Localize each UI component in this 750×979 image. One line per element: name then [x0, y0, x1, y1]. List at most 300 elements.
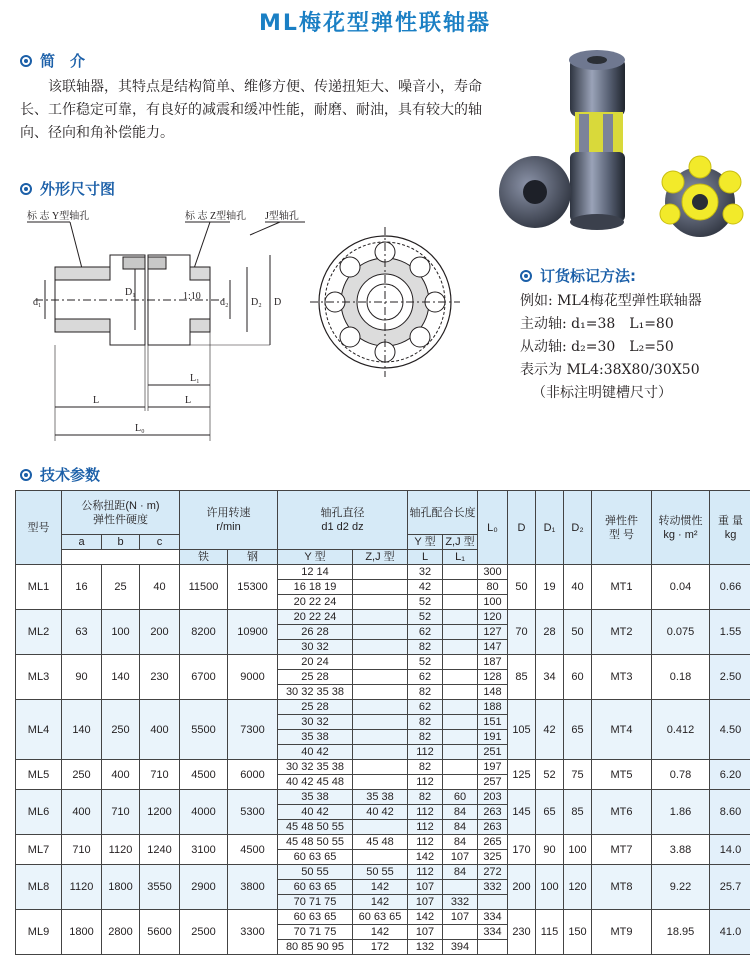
cell-L0: 148	[478, 685, 508, 700]
cell-torque-a: 710	[62, 835, 102, 865]
header-L0: L₀	[478, 491, 508, 565]
cell-inertia: 0.78	[652, 760, 710, 790]
cell-length-L: 112	[408, 865, 443, 880]
cell-length-L: 82	[408, 685, 443, 700]
cell-weight: 14.0	[710, 835, 750, 865]
cell-torque-c: 230	[140, 655, 180, 700]
header-L: L	[408, 550, 443, 565]
cell-bore-y: 70 71 75	[278, 895, 353, 910]
cell-torque-b: 400	[102, 760, 140, 790]
cell-model: ML7	[16, 835, 62, 865]
cell-bore-zj	[353, 595, 408, 610]
table-row	[16, 610, 750, 625]
cell-L0: 300	[478, 565, 508, 580]
cell-torque-a: 63	[62, 610, 102, 655]
page-title: ML梅花型弹性联轴器	[259, 11, 491, 36]
header-elastic-label2: 型 号	[608, 528, 635, 541]
table-row	[16, 565, 750, 580]
cell-model: ML9	[16, 910, 62, 955]
cell-bore-y: 30 32	[278, 715, 353, 730]
cell-length-L: 52	[408, 610, 443, 625]
header-bore-label: 轴孔直径	[320, 507, 365, 519]
cell-bore-y: 26 28	[278, 625, 353, 640]
cell-D: 105	[508, 700, 536, 760]
cell-weight: 0.66	[710, 565, 750, 610]
header-bore-sub: d1 d2 dz	[321, 521, 364, 533]
cell-speed-steel: 3800	[228, 865, 278, 910]
header-ly: Y 型	[408, 535, 443, 550]
dimension-drawing	[15, 205, 510, 455]
cell-elastic: MT8	[592, 865, 652, 910]
cell-L0: 151	[478, 715, 508, 730]
cell-length-L1	[443, 685, 478, 700]
cell-length-L1	[443, 760, 478, 775]
cell-length-L1	[443, 670, 478, 685]
header-elastic	[592, 491, 652, 565]
cell-weight: 4.50	[710, 700, 750, 760]
cell-bore-y: 35 38	[278, 790, 353, 805]
cell-weight: 2.50	[710, 655, 750, 700]
cell-D1: 90	[536, 835, 564, 865]
cell-length-L: 52	[408, 595, 443, 610]
table-row	[16, 865, 750, 880]
order-heading-label: 订货标记方法:	[540, 267, 636, 285]
header-D: D	[508, 491, 536, 565]
cell-speed-iron: 2500	[180, 910, 228, 955]
cell-length-L: 62	[408, 700, 443, 715]
cell-bore-y: 40 42	[278, 745, 353, 760]
cell-L0: 100	[478, 595, 508, 610]
label-D1: D₁	[125, 287, 136, 298]
cell-bore-y: 70 71 75	[278, 925, 353, 940]
cell-length-L1	[443, 565, 478, 580]
cell-weight: 6.20	[710, 760, 750, 790]
cell-D: 230	[508, 910, 536, 955]
cell-length-L1: 84	[443, 835, 478, 850]
cell-speed-iron: 3100	[180, 835, 228, 865]
order-line: 例如: ML4梅花型弹性联轴器	[520, 293, 702, 309]
cell-length-L1	[443, 925, 478, 940]
cell-length-L: 82	[408, 790, 443, 805]
cell-bore-y: 20 22 24	[278, 610, 353, 625]
cell-elastic: MT2	[592, 610, 652, 655]
cell-bore-y: 35 38	[278, 730, 353, 745]
cell-torque-b: 100	[102, 610, 140, 655]
cell-L0: 263	[478, 820, 508, 835]
cell-bore-y: 60 63 65	[278, 850, 353, 865]
cell-weight: 25.7	[710, 865, 750, 910]
cell-bore-y: 12 14	[278, 565, 353, 580]
header-speed-label: 许用转速	[206, 507, 251, 519]
header-inertia	[652, 491, 710, 565]
cell-elastic: MT7	[592, 835, 652, 865]
cell-bore-zj	[353, 775, 408, 790]
cell-weight: 41.0	[710, 910, 750, 955]
cell-inertia: 0.04	[652, 565, 710, 610]
cell-length-L: 42	[408, 580, 443, 595]
cell-torque-a: 140	[62, 700, 102, 760]
order-line: （非标注明键槽尺寸）	[532, 385, 672, 401]
cell-length-L: 62	[408, 625, 443, 640]
header-speed-unit: r/min	[216, 521, 241, 533]
cell-speed-iron: 8200	[180, 610, 228, 655]
cell-speed-steel: 6000	[228, 760, 278, 790]
cell-D1: 34	[536, 655, 564, 700]
cell-D: 85	[508, 655, 536, 700]
order-heading	[520, 265, 636, 286]
cell-speed-iron: 4500	[180, 760, 228, 790]
intro-heading-label: 简 介	[40, 52, 86, 70]
cell-bore-zj	[353, 745, 408, 760]
product-photo	[495, 42, 745, 247]
cell-bore-zj: 142	[353, 895, 408, 910]
cell-bore-zj	[353, 730, 408, 745]
cell-elastic: MT1	[592, 565, 652, 610]
table-row	[16, 910, 750, 925]
header-c: c	[140, 535, 180, 550]
order-line: 表示为 ML4:38X80/30X50	[520, 362, 700, 378]
cell-L0: 263	[478, 805, 508, 820]
cell-D1: 19	[536, 565, 564, 610]
cell-speed-steel: 15300	[228, 565, 278, 610]
label-z-hole: 标 志 Z型轴孔	[185, 211, 247, 222]
drawing-heading-label: 外形尺寸图	[40, 180, 116, 198]
cell-bore-zj: 60 63 65	[353, 910, 408, 925]
cell-elastic: MT6	[592, 790, 652, 835]
cell-torque-a: 16	[62, 565, 102, 610]
cell-D: 145	[508, 790, 536, 835]
cell-torque-c: 200	[140, 610, 180, 655]
cell-weight: 1.55	[710, 610, 750, 655]
cell-D2: 50	[564, 610, 592, 655]
header-weight-label: 重 量	[717, 514, 744, 527]
label-j-hole: J型轴孔	[265, 211, 299, 222]
header-length: 轴孔配合长度	[408, 491, 478, 535]
cell-model: ML3	[16, 655, 62, 700]
cell-model: ML6	[16, 790, 62, 835]
cell-elastic: MT4	[592, 700, 652, 760]
cell-length-L1: 84	[443, 820, 478, 835]
cell-bore-zj	[353, 700, 408, 715]
cell-bore-zj	[353, 655, 408, 670]
cell-D: 170	[508, 835, 536, 865]
cell-model: ML8	[16, 865, 62, 910]
cell-speed-steel: 4500	[228, 835, 278, 865]
cell-bore-zj: 35 38	[353, 790, 408, 805]
cell-L0: 332	[478, 880, 508, 895]
cell-length-L: 32	[408, 565, 443, 580]
table-row	[16, 760, 750, 775]
cell-length-L: 82	[408, 730, 443, 745]
cell-torque-c: 1240	[140, 835, 180, 865]
cell-bore-y: 40 42	[278, 805, 353, 820]
cell-length-L: 142	[408, 850, 443, 865]
cell-length-L1	[443, 640, 478, 655]
header-b: b	[102, 535, 140, 550]
cell-torque-b: 710	[102, 790, 140, 835]
cell-torque-b: 2800	[102, 910, 140, 955]
circle-bullet-icon	[520, 270, 532, 282]
header-iron: 铁	[180, 550, 228, 565]
cell-bore-y: 20 24	[278, 655, 353, 670]
cell-length-L1	[443, 595, 478, 610]
cell-length-L1	[443, 715, 478, 730]
header-elastic-label: 弹性件	[605, 514, 638, 527]
cell-length-L1	[443, 730, 478, 745]
header-D1: D₁	[536, 491, 564, 565]
cell-bore-zj	[353, 580, 408, 595]
cell-inertia: 9.22	[652, 865, 710, 910]
cell-length-L: 142	[408, 910, 443, 925]
cell-torque-b: 25	[102, 565, 140, 610]
cell-speed-steel: 5300	[228, 790, 278, 835]
cell-L0: 188	[478, 700, 508, 715]
cell-bore-zj: 142	[353, 880, 408, 895]
cell-length-L1	[443, 610, 478, 625]
cell-bore-zj	[353, 670, 408, 685]
cell-L0: 120	[478, 610, 508, 625]
cell-bore-y: 50 55	[278, 865, 353, 880]
cell-L0: 325	[478, 850, 508, 865]
intro-paragraph: 该联轴器，其特点是结构简单、维修方便、传递扭矩大、噪音小，寿命长、工作稳定可靠，有良好的减震和缓冲性能，耐磨、耐油，具有较大的轴向、径向和角补偿能力。	[20, 79, 482, 141]
cell-length-L1: 60	[443, 790, 478, 805]
cell-length-L: 82	[408, 640, 443, 655]
order-line: 主动轴: d₁=38 L₁=80	[520, 316, 674, 332]
cell-bore-zj	[353, 760, 408, 775]
cell-length-L: 112	[408, 820, 443, 835]
cell-bore-y: 60 63 65	[278, 880, 353, 895]
cell-inertia: 18.95	[652, 910, 710, 955]
cell-inertia: 0.075	[652, 610, 710, 655]
cell-bore-zj	[353, 820, 408, 835]
cell-model: ML4	[16, 700, 62, 760]
cell-length-L: 132	[408, 940, 443, 955]
cell-L0	[478, 940, 508, 955]
cell-torque-b: 1120	[102, 835, 140, 865]
cell-length-L1	[443, 775, 478, 790]
cell-D1: 42	[536, 700, 564, 760]
cell-inertia: 1.86	[652, 790, 710, 835]
cell-D2: 100	[564, 835, 592, 865]
cell-D1: 28	[536, 610, 564, 655]
cell-torque-a: 250	[62, 760, 102, 790]
cell-bore-zj	[353, 685, 408, 700]
cell-speed-iron: 6700	[180, 655, 228, 700]
cell-model: ML1	[16, 565, 62, 610]
intro-text	[20, 76, 490, 145]
cell-D: 200	[508, 865, 536, 910]
cell-length-L1: 107	[443, 850, 478, 865]
label-L1: L₁	[190, 373, 200, 384]
cell-torque-c: 400	[140, 700, 180, 760]
cell-length-L1: 107	[443, 910, 478, 925]
cell-D2: 65	[564, 700, 592, 760]
header-torque-label: 公称扭距(N · m)	[81, 499, 160, 512]
cell-elastic: MT9	[592, 910, 652, 955]
order-line: 从动轴: d₂=30 L₂=50	[520, 339, 674, 355]
cell-bore-zj	[353, 610, 408, 625]
cell-bore-y: 45 48 50 55	[278, 835, 353, 850]
cell-length-L: 107	[408, 895, 443, 910]
label-y-hole: 标 志 Y型轴孔	[27, 211, 90, 222]
table-row	[16, 700, 750, 715]
cell-D2: 75	[564, 760, 592, 790]
cell-torque-a: 90	[62, 655, 102, 700]
header-inertia-unit: kg · m²	[663, 528, 698, 541]
cell-D2: 40	[564, 565, 592, 610]
table-row	[16, 835, 750, 850]
cell-speed-steel: 3300	[228, 910, 278, 955]
label-D2: D₂	[251, 297, 262, 308]
cell-speed-iron: 2900	[180, 865, 228, 910]
cell-torque-b: 1800	[102, 865, 140, 910]
header-bore	[278, 491, 408, 550]
cell-length-L1	[443, 580, 478, 595]
header-steel: 钢	[228, 550, 278, 565]
cell-weight: 8.60	[710, 790, 750, 835]
cell-length-L: 112	[408, 775, 443, 790]
cell-model: ML2	[16, 610, 62, 655]
header-weight-unit: kg	[724, 528, 737, 541]
cell-speed-steel: 7300	[228, 700, 278, 760]
cell-D: 125	[508, 760, 536, 790]
header-torque-sub: 弹性件硬度	[93, 513, 148, 526]
cell-length-L: 112	[408, 745, 443, 760]
cell-bore-y: 60 63 65	[278, 910, 353, 925]
drawing-heading	[20, 178, 115, 199]
spec-table-body	[16, 565, 750, 955]
cell-L0: 203	[478, 790, 508, 805]
cell-bore-zj: 50 55	[353, 865, 408, 880]
header-spacer	[62, 550, 180, 565]
cell-bore-y: 16 18 19	[278, 580, 353, 595]
cell-length-L1: 332	[443, 895, 478, 910]
cell-length-L: 112	[408, 835, 443, 850]
cell-bore-zj	[353, 640, 408, 655]
cell-length-L1: 84	[443, 805, 478, 820]
cell-L0: 128	[478, 670, 508, 685]
cell-L0: 127	[478, 625, 508, 640]
cell-bore-y: 25 28	[278, 670, 353, 685]
cell-bore-y: 40 42 45 48	[278, 775, 353, 790]
cell-inertia: 0.18	[652, 655, 710, 700]
header-D2: D₂	[564, 491, 592, 565]
cell-speed-iron: 4000	[180, 790, 228, 835]
spec-table	[15, 490, 750, 955]
cell-model: ML5	[16, 760, 62, 790]
label-L0: L₀	[135, 423, 145, 434]
cell-length-L: 52	[408, 655, 443, 670]
cell-L0: 334	[478, 910, 508, 925]
cell-L0: 80	[478, 580, 508, 595]
cell-bore-zj	[353, 850, 408, 865]
label-L: L	[93, 395, 100, 406]
cell-L0: 334	[478, 925, 508, 940]
cell-D2: 150	[564, 910, 592, 955]
cell-speed-steel: 10900	[228, 610, 278, 655]
cell-torque-c: 40	[140, 565, 180, 610]
cell-elastic: MT5	[592, 760, 652, 790]
header-y-type: Y 型	[278, 550, 353, 565]
label-d1: d₁	[33, 297, 42, 308]
cell-length-L1	[443, 700, 478, 715]
header-L1: L₁	[443, 550, 478, 565]
cell-speed-iron: 5500	[180, 700, 228, 760]
cell-D1: 52	[536, 760, 564, 790]
tech-heading-label: 技术参数	[40, 466, 101, 484]
cell-length-L: 82	[408, 715, 443, 730]
cell-bore-y: 30 32 35 38	[278, 685, 353, 700]
header-torque	[62, 491, 180, 535]
header-zj-type: Z,J 型	[353, 550, 408, 565]
cell-L0: 197	[478, 760, 508, 775]
label-taper: 1:10	[183, 291, 201, 302]
cell-bore-zj: 142	[353, 925, 408, 940]
header-model: 型号	[16, 491, 62, 565]
cell-bore-y: 30 32 35 38	[278, 760, 353, 775]
intro-heading	[20, 50, 85, 71]
cell-D2: 120	[564, 865, 592, 910]
header-speed	[180, 491, 278, 550]
table-row	[16, 655, 750, 670]
cell-bore-zj	[353, 565, 408, 580]
cell-L0	[478, 895, 508, 910]
cell-L0: 257	[478, 775, 508, 790]
cell-bore-y: 20 22 24	[278, 595, 353, 610]
cell-bore-zj	[353, 625, 408, 640]
cell-D: 50	[508, 565, 536, 610]
cell-bore-y: 45 48 50 55	[278, 820, 353, 835]
cell-length-L: 62	[408, 670, 443, 685]
cell-L0: 251	[478, 745, 508, 760]
cell-length-L: 107	[408, 925, 443, 940]
cell-torque-c: 5600	[140, 910, 180, 955]
cell-bore-zj: 45 48	[353, 835, 408, 850]
cell-length-L1: 84	[443, 865, 478, 880]
table-row	[16, 790, 750, 805]
cell-length-L1: 394	[443, 940, 478, 955]
cell-length-L: 82	[408, 760, 443, 775]
cell-length-L: 107	[408, 880, 443, 895]
circle-bullet-icon	[20, 469, 32, 481]
cell-length-L1	[443, 625, 478, 640]
cell-torque-c: 3550	[140, 865, 180, 910]
label-L-right: L	[185, 395, 192, 406]
cell-D2: 85	[564, 790, 592, 835]
tech-heading	[20, 464, 100, 485]
cell-length-L1	[443, 880, 478, 895]
cell-torque-b: 250	[102, 700, 140, 760]
cell-torque-a: 1800	[62, 910, 102, 955]
cell-torque-b: 140	[102, 655, 140, 700]
order-example	[520, 290, 702, 405]
cell-D1: 100	[536, 865, 564, 910]
cell-torque-a: 400	[62, 790, 102, 835]
cell-length-L1	[443, 745, 478, 760]
header-inertia-label: 转动惯性	[658, 514, 703, 527]
cell-bore-zj	[353, 715, 408, 730]
label-D: D	[274, 297, 282, 308]
cell-elastic: MT3	[592, 655, 652, 700]
cell-D2: 60	[564, 655, 592, 700]
header-lzj: Z,J 型	[443, 535, 478, 550]
label-d2: d₂	[220, 297, 229, 308]
cell-torque-c: 710	[140, 760, 180, 790]
cell-D1: 115	[536, 910, 564, 955]
cell-speed-iron: 11500	[180, 565, 228, 610]
cell-D: 70	[508, 610, 536, 655]
cell-L0: 187	[478, 655, 508, 670]
